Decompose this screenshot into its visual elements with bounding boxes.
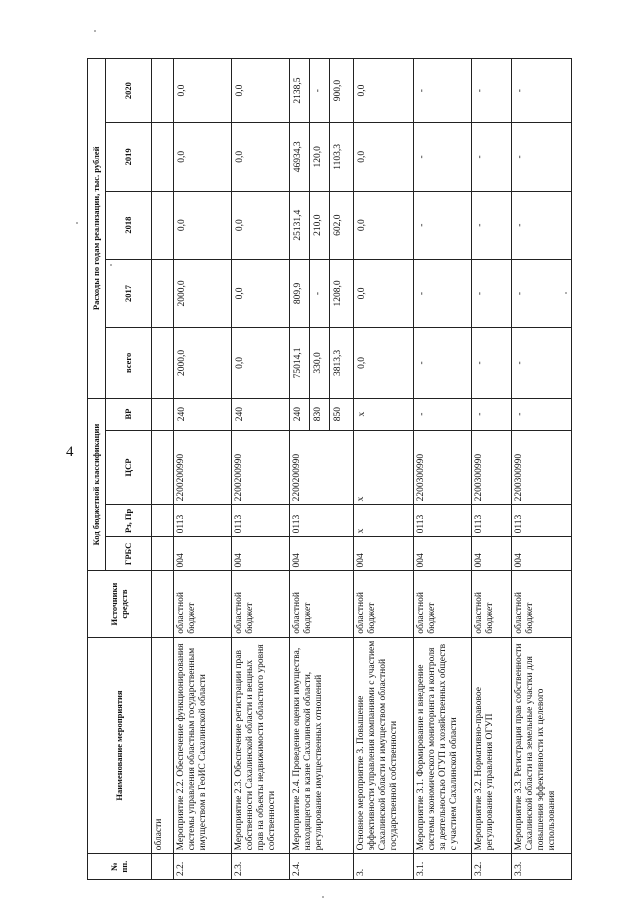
header-csr: ЦСР [106,430,152,505]
cell-name: Мероприятие 2.4. Проведение оценки имущества, находящегося в казне Сахалинской области, регулирование имущественных отношений [290,637,354,854]
cell-source: областной бюджет [414,571,472,637]
cell-y2020 [174,59,232,123]
cell-value [154,402,160,427]
cell-value: - [515,291,525,296]
page-number: 4 [66,444,74,460]
cell-source: областной бюджет [512,571,572,637]
cell-value: 0,0 [357,84,367,97]
cell-num: 3.3. [512,854,572,880]
table-row [414,59,472,880]
cell-name: Мероприятие 2.2. Обеспечение функционирования системы управления областным государственным имуществом в ГеоИС Сахалинской области [174,637,232,854]
cell-y2019 [152,123,174,191]
cell-value: 46934,3 [293,141,303,173]
cell-vr [152,398,174,430]
cell-num [152,854,174,880]
cell-name: Основное мероприятие 3. Повышение эффективности управления компаниями с участием Сахалинской области и имуществом областной государственной собственности [354,637,414,854]
cell-value: - [515,155,525,159]
cell-source: областной бюджет [290,571,354,637]
cell-value: - [417,412,427,416]
cell-value: 830 [309,399,329,430]
header-name: Наименование мероприятия [88,637,152,854]
cell-rzpr: х [354,505,414,537]
cell-value: - [515,89,525,93]
cell-value [154,331,160,394]
cell-source [152,571,174,637]
cell-value: 210,0 [309,192,329,259]
cell-vr [290,398,354,430]
cell-value [154,195,160,256]
cell-source: областной бюджет [354,571,414,637]
cell-value: 3813,3 [329,328,349,397]
header-rzpr: Рз, Пр [106,505,152,537]
cell-value: - [309,260,329,327]
cell-y2019 [290,123,354,191]
cell-value: 2000,0 [177,349,187,376]
cell-y2017 [232,259,290,327]
cell-grbs: 004 [232,537,290,571]
cell-y2017 [354,259,414,327]
cell-value: - [309,59,329,122]
cell-vr [472,398,512,430]
header-expenses-group: Расходы по годам реализации, тыс. рублей [88,59,106,399]
cell-csr: 2200300990 [472,430,512,505]
cell-value: 1208,0 [329,260,349,327]
cell-y2017 [414,259,472,327]
table-row [174,59,232,880]
cell-csr: х [354,430,414,505]
cell-source: областной бюджет [174,571,232,637]
header-source: Источники средств [88,571,152,637]
cell-value: 2000,0 [177,280,187,307]
table-row [472,59,512,880]
cell-y2019 [174,123,232,191]
cell-y2019 [232,123,290,191]
cell-csr: 2200200990 [232,430,290,505]
header-grbs: ГРБС [106,537,152,571]
table-row [354,59,414,880]
scan-speck [322,896,324,898]
cell-y2018 [174,191,232,259]
cell-y2019 [414,123,472,191]
cell-total [152,328,174,398]
cell-value: 0,0 [235,356,245,369]
cell-rzpr [152,505,174,537]
cell-total [414,328,472,398]
cell-value: 0,0 [235,150,245,163]
cell-y2020 [472,59,512,123]
cell-y2018 [290,191,354,259]
cell-value: - [475,155,485,159]
cell-y2018 [472,191,512,259]
cell-rzpr: 0113 [414,505,472,537]
cell-source: областной бюджет [472,571,512,637]
cell-value: - [515,361,525,365]
scan-speck [76,222,78,224]
cell-value: - [515,223,525,227]
cell-value: - [515,412,525,416]
cell-y2018 [232,191,290,259]
cell-y2020 [512,59,572,123]
cell-value: 0,0 [177,150,187,163]
cell-value: 0,0 [235,287,245,300]
cell-value: - [475,412,485,416]
cell-y2020 [414,59,472,123]
table-row [152,59,174,880]
cell-value: 120,0 [309,123,329,190]
header-2017: 2017 [106,259,152,327]
cell-csr: 2200300990 [414,430,472,505]
cell-name: Мероприятие 3.2. Нормативно-правовое регулирование управления ОГУП [472,637,512,854]
cell-vr [354,398,414,430]
cell-value: - [417,361,427,365]
cell-y2017 [290,259,354,327]
cell-y2020 [290,59,354,123]
cell-value: - [475,223,485,227]
cell-value: 0,0 [357,356,367,369]
cell-value: - [475,361,485,365]
cell-value: 0,0 [235,219,245,232]
cell-y2017 [512,259,572,327]
rotated-table-sheet [87,58,617,880]
cell-name: Мероприятие 3.3. Регистрация прав собственности Сахалинской области на земельные участки для повышения эффективности их целевого использования [512,637,572,854]
cell-value: 330,0 [309,328,329,397]
cell-grbs: 004 [354,537,414,571]
cell-y2018 [414,191,472,259]
cell-csr: 2200200990 [290,430,354,505]
cell-y2020 [152,59,174,123]
cell-value: - [417,155,427,159]
cell-y2019 [472,123,512,191]
cell-grbs: 004 [290,537,354,571]
cell-vr [174,398,232,430]
cell-value: 850 [329,399,349,430]
cell-num: 3.1. [414,854,472,880]
cell-grbs: 004 [174,537,232,571]
cell-num: 3. [354,854,414,880]
scan-speck [94,30,96,32]
cell-value: х [357,411,367,417]
header-vr: ВР [106,398,152,430]
cell-y2020 [232,59,290,123]
header-num: № пп. [88,854,152,880]
cell-y2020 [354,59,414,123]
cell-value [154,263,160,324]
cell-y2018 [152,191,174,259]
cell-value: 240 [235,406,245,422]
cell-value: 0,0 [235,84,245,97]
cell-rzpr: 0113 [290,505,354,537]
cell-y2017 [152,259,174,327]
cell-value: 240 [177,406,187,422]
header-code-group: Код бюджетной классификации [88,398,106,571]
cell-value: 2138,5 [293,77,303,104]
cell-value: 75014,1 [293,347,303,379]
cell-value: - [475,291,485,296]
cell-num: 2.2. [174,854,232,880]
cell-total [290,328,354,398]
cell-total [354,328,414,398]
cell-num: 3.2. [472,854,512,880]
cell-rzpr: 0113 [512,505,572,537]
cell-name: Мероприятие 2.3. Обеспечение регистрации прав собственности Сахалинской области и вещных прав на объекты недвижимости областного уровня собственности [232,637,290,854]
cell-csr: 2200200990 [174,430,232,505]
cell-value: 1103,3 [329,123,349,190]
cell-value [154,126,160,187]
cell-value: 0,0 [357,150,367,163]
cell-value: - [417,291,427,296]
cell-num: 2.3. [232,854,290,880]
cell-csr: 2200300990 [512,430,572,505]
cell-y2018 [512,191,572,259]
cell-value: 809,9 [293,282,303,305]
cell-rzpr: 0113 [472,505,512,537]
cell-source: областной бюджет [232,571,290,637]
table-row [512,59,572,880]
cell-vr [512,398,572,430]
cell-grbs: 004 [472,537,512,571]
header-2018: 2018 [106,191,152,259]
header-total: всего [106,328,152,398]
budget-table [87,58,572,880]
cell-total [512,328,572,398]
header-2020: 2020 [106,59,152,123]
cell-name: области [152,637,174,854]
cell-rzpr: 0113 [232,505,290,537]
table-row [232,59,290,880]
cell-grbs: 004 [414,537,472,571]
cell-total [174,328,232,398]
cell-value: - [475,89,485,93]
cell-value: - [417,223,427,227]
cell-grbs [152,537,174,571]
cell-grbs: 004 [512,537,572,571]
cell-y2019 [512,123,572,191]
cell-y2018 [354,191,414,259]
cell-y2019 [354,123,414,191]
cell-value [154,62,160,119]
cell-total [232,328,290,398]
header-2019: 2019 [106,123,152,191]
cell-total [472,328,512,398]
cell-value: 900,0 [329,59,349,122]
cell-vr [232,398,290,430]
cell-value: 0,0 [177,84,187,97]
cell-y2017 [472,259,512,327]
cell-csr [152,430,174,505]
cell-num: 2.4. [290,854,354,880]
cell-name: Мероприятие 3.1. Формирование и внедрение системы экономического мониторинга и контроля за деятельностью ОГУП и хозяйственных обществ с участием Сахалинской области [414,637,472,854]
cell-value: 240 [293,406,303,422]
cell-value: 0,0 [357,219,367,232]
cell-value: 602,0 [329,192,349,259]
cell-value: - [417,89,427,93]
table-row [290,59,354,880]
cell-rzpr: 0113 [174,505,232,537]
cell-value: 0,0 [357,287,367,300]
cell-vr [414,398,472,430]
cell-value: 25131,4 [293,209,303,241]
cell-value: 0,0 [177,219,187,232]
cell-y2017 [174,259,232,327]
